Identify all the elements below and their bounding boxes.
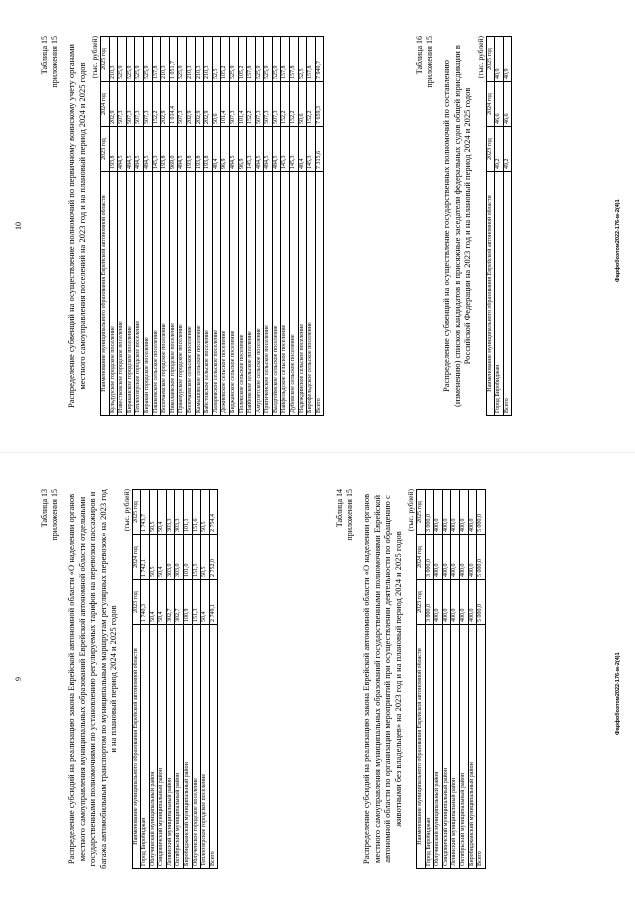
cell-value: 525,9 [178, 37, 187, 82]
cell-value: 52,5 [212, 37, 221, 82]
table-14-block [335, 489, 486, 869]
cell-value: 507,3 [255, 82, 264, 127]
cell-value: 202,9 [186, 82, 195, 127]
page-number: 9 [14, 677, 23, 681]
cell-value: 145,3 [290, 127, 299, 172]
cell-value: 400,0 [468, 535, 477, 580]
table-row [126, 37, 135, 416]
cell-value: 40,9 [503, 37, 512, 82]
col-header-year: 2023 год [486, 127, 495, 172]
table-row [495, 37, 504, 416]
cell-value: 484,5 [272, 127, 281, 172]
cell-value: 96,9 [238, 127, 247, 172]
table-row [149, 490, 158, 869]
table-row [307, 37, 316, 416]
cell-value: 303,3 [175, 490, 184, 535]
table-16 [486, 36, 513, 416]
cell-value: 210,3 [204, 37, 213, 82]
unit-label: (тыс. рублей) [475, 36, 485, 79]
table-row [272, 37, 281, 416]
cell-value: 193,8 [109, 127, 118, 172]
row-name: Облученское городское поселение [192, 625, 201, 869]
cell-value: 400,0 [442, 580, 451, 625]
cell-value: 303,0 [175, 535, 184, 580]
cell-value: 507,3 [178, 82, 187, 127]
cell-value: 151,5 [192, 535, 201, 580]
row-name: Известковское городское поселение [118, 172, 127, 416]
row-name: Октябрьский муниципальный район [459, 625, 468, 869]
cell-value: 48,4 [212, 127, 221, 172]
cell-value: 49,2 [495, 127, 504, 172]
cell-value: 152,2 [247, 82, 256, 127]
cell-value: 157,8 [152, 37, 161, 82]
cell-value: 525,9 [264, 37, 273, 82]
cell-value: 202,9 [109, 82, 118, 127]
cell-value: 484,5 [229, 127, 238, 172]
row-name: Теплоозерское городское поселение [135, 172, 144, 416]
row-name: Пригиченское сельское поселение [264, 172, 273, 416]
row-name: Дубовское сельское поселение [290, 172, 299, 416]
row-name: Биракан городское поселение [143, 172, 152, 416]
cell-value: 1 051,7 [169, 37, 178, 82]
cell-value: 193,8 [204, 127, 213, 172]
cell-value: 3 000,0 [425, 580, 434, 625]
row-name: Кульдурское городское поселение [109, 172, 118, 416]
cell-value: 3 000,0 [425, 535, 434, 580]
cell-value: 46,6 [503, 82, 512, 127]
col-header-year: 2025 год [132, 490, 141, 535]
cell-value: 1 014,4 [169, 82, 178, 127]
cell-value: 101,0 [184, 535, 193, 580]
cell-value: 969,0 [169, 127, 178, 172]
cell-value: 484,5 [178, 127, 187, 172]
cell-value: 7 940,7 [315, 37, 324, 82]
cell-value: 101,4 [221, 82, 230, 127]
col-header-year: 2025 год [417, 490, 426, 535]
cell-value: 525,9 [255, 37, 264, 82]
cell-value: 400,0 [459, 535, 468, 580]
cell-value: 152,2 [307, 82, 316, 127]
cell-value: 1 742,1 [141, 535, 150, 580]
col-header-year: 2025 год [486, 37, 495, 82]
table-row [204, 37, 213, 416]
cell-value: 105,2 [238, 37, 247, 82]
cell-value: 157,8 [307, 37, 316, 82]
table-row [425, 490, 434, 869]
cell-value: 507,3 [229, 82, 238, 127]
cell-value: 46,6 [495, 82, 504, 127]
cell-value: 400,0 [468, 580, 477, 625]
col-header-year: 2023 год [101, 127, 110, 172]
row-name: Всего [315, 172, 324, 416]
cell-value: 7 659,3 [315, 82, 324, 127]
row-name: Николаевское городское поселение [169, 172, 178, 416]
cell-value: 507,3 [143, 82, 152, 127]
table-row [229, 37, 238, 416]
table-annex-label: приложения 15 [50, 489, 59, 541]
cell-value: 400,0 [468, 490, 477, 535]
row-name: Смидовичский муниципальный район [158, 625, 167, 869]
cell-value: 5 000,0 [477, 580, 486, 625]
cell-value: 50,5 [201, 535, 210, 580]
table-row [169, 37, 178, 416]
row-name: Ленинский муниципальный район [166, 625, 175, 869]
cell-value: 400,0 [459, 490, 468, 535]
cell-value: 50,4 [158, 580, 167, 625]
col-header-name: Наименование муниципального образования Еврейской автономной области [101, 172, 110, 416]
row-name: Город Биробиджан [425, 625, 434, 869]
table-heading: Распределение субсидий на реализацию закона Еврейской автономной области «О наделении органов местного самоуправления муниципальных образований Еврейской автономной области отдельными государственными полномочиями по установлению регулируемых тарифов на перевозки пассажиров и багажа автомобильным транспортом по муниципальным маршрутам регулярных перевозок» на 2023 год и на плановый период 2024 и 2025 годов [66, 489, 118, 869]
cell-value: 157,8 [281, 37, 290, 82]
table-14 [416, 489, 486, 869]
table-row [434, 490, 443, 869]
row-name: Бабстовское сельское поселение [204, 172, 213, 416]
table-header-row [486, 37, 495, 416]
table-row [468, 490, 477, 869]
cell-value: 152,2 [281, 82, 290, 127]
cell-value: 145,3 [152, 127, 161, 172]
row-name: Город Биробиджан [495, 172, 504, 416]
cell-value: 400,0 [434, 535, 443, 580]
unit-label: (тыс. рублей) [90, 36, 99, 79]
cell-value: 2 749,1 [209, 580, 218, 625]
row-name: Биробиджанский муниципальный район [184, 625, 193, 869]
cell-value: 193,8 [195, 127, 204, 172]
cell-value: 484,5 [135, 127, 144, 172]
row-name: Всего [477, 625, 486, 869]
cell-value: 152,2 [290, 82, 299, 127]
unit-label: (тыс. рублей) [406, 489, 415, 532]
cell-value: 101,4 [238, 82, 247, 127]
table-row [459, 490, 468, 869]
table-row [184, 490, 193, 869]
row-name: Облучинский муниципальный район [434, 625, 443, 869]
col-header-year: 2024 год [417, 535, 426, 580]
table-row [178, 37, 187, 416]
cell-value: 5 000,0 [477, 535, 486, 580]
table-row [186, 37, 195, 416]
table-row [158, 490, 167, 869]
cell-value: 105,2 [221, 37, 230, 82]
cell-value: 400,0 [434, 490, 443, 535]
row-name: Волочаевское городское поселение [161, 172, 170, 416]
cell-value: 302,7 [175, 580, 184, 625]
cell-value: 50,4 [158, 535, 167, 580]
table-total-row [315, 37, 324, 416]
cell-value: 1 740,3 [141, 580, 150, 625]
cell-value: 7 315,6 [315, 127, 324, 172]
row-name: Биробиджанский муниципальный район [468, 625, 477, 869]
row-name: Город Биробиджан [141, 625, 150, 869]
row-name: Биджанское сельское поселение [229, 172, 238, 416]
table-header-row [132, 490, 141, 869]
table-row [175, 490, 184, 869]
col-header-year: 2024 год [132, 535, 141, 580]
cell-value: 507,3 [118, 82, 127, 127]
table-row [195, 37, 204, 416]
cell-value: 151,3 [192, 580, 201, 625]
table-row [141, 490, 150, 869]
cell-value: 202,9 [161, 82, 170, 127]
table-header-row [101, 37, 110, 416]
cell-value: 400,0 [451, 535, 460, 580]
table-label: Таблица 14 [335, 489, 344, 528]
cell-value: 48,4 [298, 127, 307, 172]
table-total-row [477, 490, 486, 869]
table-total-row [209, 490, 218, 869]
cell-value: 50,4 [158, 490, 167, 535]
cell-value: 145,3 [247, 127, 256, 172]
cell-value: 50,4 [149, 580, 158, 625]
table-13-block [40, 489, 218, 869]
cell-value: 507,3 [272, 82, 281, 127]
table-heading: Распределение субсидий на реализацию закона Еврейской автономной области «О наделении органов местного самоуправления муниципальных образований государственными полномочиями Еврейской автономной области по организации мероприятий при осуществлении деятельности по обращению с животными без владельцев» на 2023 год и на плановый период 2024 и 2025 годов [361, 493, 403, 865]
row-name: Найбовское сельское поселение [247, 172, 256, 416]
cell-value: 157,8 [247, 37, 256, 82]
cell-value: 2 754,4 [209, 490, 218, 535]
table-15-block [40, 36, 324, 416]
page-9 [0, 453, 635, 905]
table-annex-label: приложения 15 [425, 36, 434, 88]
table-row [442, 490, 451, 869]
cell-value: 484,5 [255, 127, 264, 172]
cell-value: 3 000,0 [425, 490, 434, 535]
col-header-year: 2023 год [417, 580, 426, 625]
row-name: Ленинский муниципальный район [451, 625, 460, 869]
cell-value: 96,9 [221, 127, 230, 172]
table-row [247, 37, 256, 416]
table-16-block [415, 36, 512, 416]
cell-value: 50,4 [201, 580, 210, 625]
cell-value: 210,3 [195, 37, 204, 82]
table-row [143, 37, 152, 416]
cell-value: 100,9 [184, 580, 193, 625]
table-total-row [503, 37, 512, 416]
page-footer: Фарфобоэтом2022-176-м-2(4)1 [615, 199, 621, 282]
cell-value: 210,3 [109, 37, 118, 82]
cell-value: 400,0 [459, 580, 468, 625]
cell-value: 484,5 [143, 127, 152, 172]
page-number: 10 [14, 222, 23, 230]
cell-value: 50,5 [149, 490, 158, 535]
table-row [109, 37, 118, 416]
col-header-year: 2024 год [486, 82, 495, 127]
table-label: Таблица 15 [40, 36, 49, 75]
cell-value: 303,3 [166, 490, 175, 535]
row-name: Пашковское сельское поселение [152, 172, 161, 416]
row-name: Камышовское сельское поселение [195, 172, 204, 416]
col-header-name: Наименование муниципального образования Еврейской автономной области [486, 172, 495, 416]
cell-value: 525,9 [135, 37, 144, 82]
cell-value: 50,6 [298, 82, 307, 127]
cell-value: 400,0 [451, 580, 460, 625]
table-row [201, 490, 210, 869]
cell-value: 193,8 [161, 127, 170, 172]
cell-value: 2 752,0 [209, 535, 218, 580]
cell-value: 50,5 [201, 490, 210, 535]
table-row [161, 37, 170, 416]
cell-value: 400,0 [442, 490, 451, 535]
table-row [298, 37, 307, 416]
cell-value: 145,3 [307, 127, 316, 172]
cell-value: 525,9 [272, 37, 281, 82]
table-15 [100, 36, 324, 416]
cell-value: 40,9 [495, 37, 504, 82]
row-name: Лазаревское сельское поселение [212, 172, 221, 416]
cell-value: 145,3 [281, 127, 290, 172]
table-row [221, 37, 230, 416]
cell-value: 525,9 [229, 37, 238, 82]
cell-value: 484,5 [264, 127, 273, 172]
table-annex-label: приложения 15 [50, 36, 59, 88]
table-annex-label: приложения 15 [345, 489, 354, 541]
cell-value: 507,3 [126, 82, 135, 127]
row-name: Бираканское городское поселение [126, 172, 135, 416]
cell-value: 193,8 [186, 127, 195, 172]
cell-value: 400,0 [451, 490, 460, 535]
cell-value: 52,5 [298, 37, 307, 82]
row-name: Надеждинское сельское поселение [298, 172, 307, 416]
cell-value: 302,7 [166, 580, 175, 625]
table-header-row [417, 490, 426, 869]
col-header-name: Наименование муниципального образования Еврейской автономной области [132, 625, 141, 869]
row-name: Приамурское городское поселение [178, 172, 187, 416]
cell-value: 50,6 [212, 82, 221, 127]
table-row [135, 37, 144, 416]
table-row [192, 490, 201, 869]
table-row [238, 37, 247, 416]
row-name: Дежневское сельское поселение [221, 172, 230, 416]
row-name: Найфельдское сельское поселение [281, 172, 290, 416]
row-name: Всего [209, 625, 218, 869]
cell-value: 5 000,0 [477, 490, 486, 535]
cell-value: 202,9 [195, 82, 204, 127]
cell-value: 151,6 [192, 490, 201, 535]
table-row [290, 37, 299, 416]
table-row [264, 37, 273, 416]
table-row [152, 37, 161, 416]
unit-label: (тыс. рублей) [121, 489, 131, 532]
table-label: Таблица 16 [415, 36, 424, 75]
table-row [451, 490, 460, 869]
page-footer: Фарфобоэтом2022-176-м-2(4)1 [615, 652, 621, 735]
row-name: Октябрьский муниципальный район [175, 625, 184, 869]
cell-value: 157,8 [290, 37, 299, 82]
cell-value: 50,5 [149, 535, 158, 580]
cell-value: 152,2 [152, 82, 161, 127]
cell-value: 525,9 [126, 37, 135, 82]
table-row [166, 490, 175, 869]
cell-value: 202,9 [204, 82, 213, 127]
row-name: Всего [503, 172, 512, 416]
row-name: Теплоозерское городское поселение [201, 625, 210, 869]
cell-value: 484,5 [126, 127, 135, 172]
cell-value: 507,3 [135, 82, 144, 127]
cell-value: 49,2 [503, 127, 512, 172]
col-header-name: Наименование муниципального образования Еврейской автономной области [417, 625, 426, 869]
cell-value: 525,9 [118, 37, 127, 82]
table-row [281, 37, 290, 416]
cell-value: 507,3 [264, 82, 273, 127]
table-row [212, 37, 221, 416]
row-name: Смидовичский муниципальный район [442, 625, 451, 869]
table-row [118, 37, 127, 416]
row-name: Валдгеймское сельское поселение [272, 172, 281, 416]
cell-value: 210,3 [161, 37, 170, 82]
row-name: Волочаевское сельское поселение [186, 172, 195, 416]
cell-value: 210,3 [186, 37, 195, 82]
cell-value: 101,1 [184, 490, 193, 535]
cell-value: 303,0 [166, 535, 175, 580]
row-name: Бирофельдское сельское поселение [307, 172, 316, 416]
col-header-year: 2023 год [132, 580, 141, 625]
cell-value: 484,5 [118, 127, 127, 172]
row-name: Облучинский муниципальный район [149, 625, 158, 869]
cell-value: 400,0 [442, 535, 451, 580]
table-label: Таблица 13 [40, 489, 49, 528]
col-header-year: 2024 год [101, 82, 110, 127]
cell-value: 400,0 [434, 580, 443, 625]
table-row [255, 37, 264, 416]
row-name: Полевское сельское поселение [238, 172, 247, 416]
table-heading: Распределение субвенций на осуществление государственных полномочий по составлению (изменению) списков кандидатов в присяжные заседатели федеральных судов общей юрисдикции в Российской Федерации на 2023 год и на плановый период 2024 и 2025 годов [441, 45, 472, 407]
row-name: Амурзетское сельское поселение [255, 172, 264, 416]
table-heading: Распределение субвенций на осуществление полномочий по первичному воинскому учету органами местного самоуправления поселений на 2023 год и на плановый период 2024 и 2025 годов [66, 44, 87, 408]
cell-value: 1 743,7 [141, 490, 150, 535]
table-13 [132, 489, 219, 869]
col-header-year: 2025 год [101, 37, 110, 82]
cell-value: 525,9 [143, 37, 152, 82]
